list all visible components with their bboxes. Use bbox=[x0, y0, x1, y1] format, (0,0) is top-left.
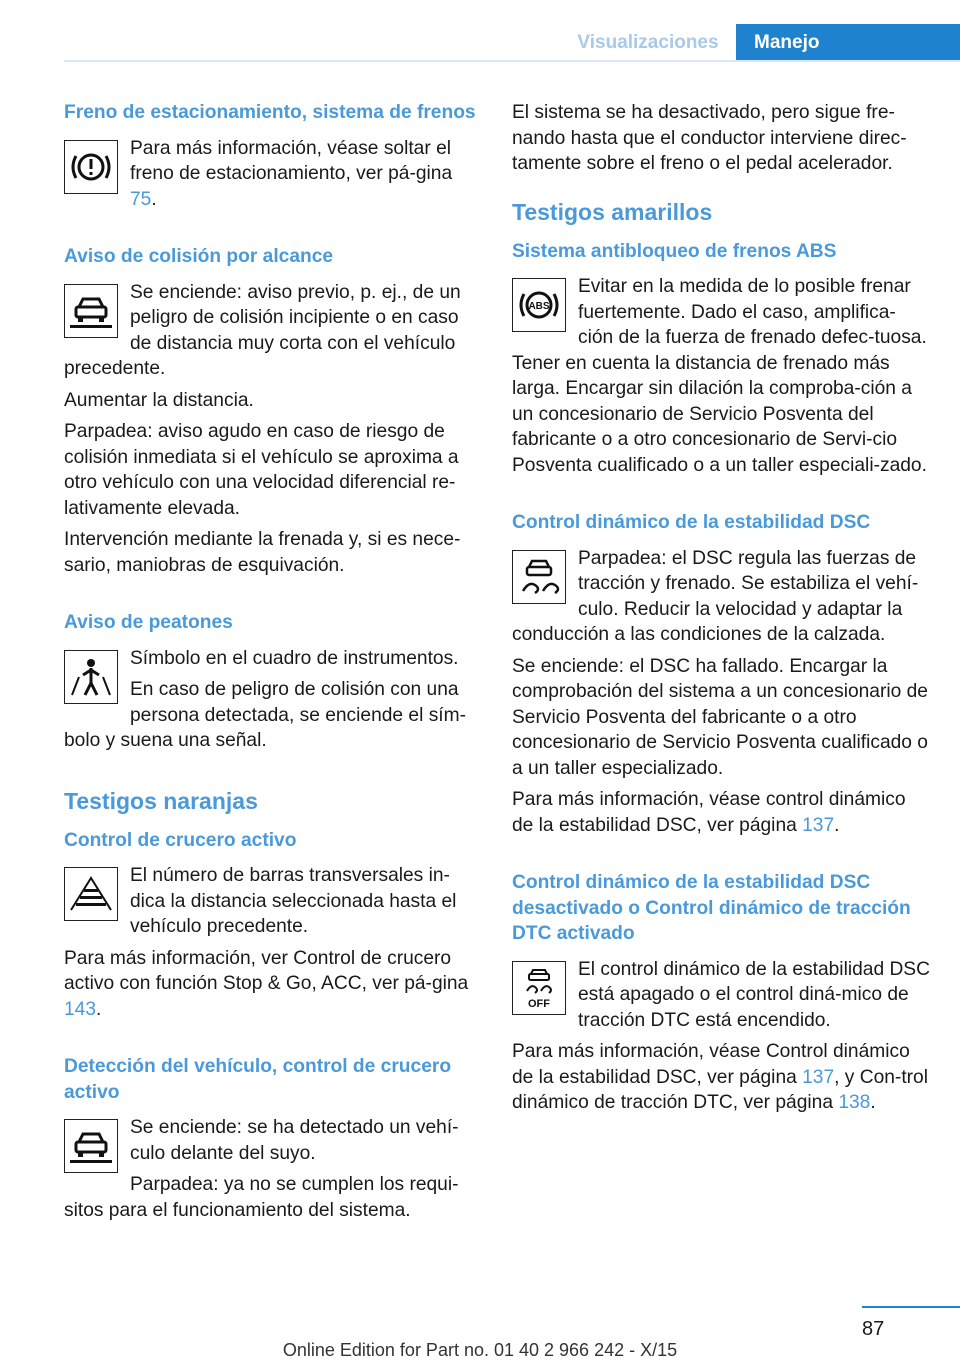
tab-visualizaciones[interactable]: Visualizaciones bbox=[577, 32, 719, 53]
text-dsc-2: Se enciende: el DSC ha fallado. Encargar la comprobación del sistema a un concesionario de Servicio Posventa del fabricante o a otro concesionario de Servicio Posventa cualificado o a un taller especializado. bbox=[512, 655, 928, 779]
link-page-137b[interactable]: 137 bbox=[802, 1066, 835, 1088]
text-dsc-off-2: Para más información, véase Control dinámico de la estabilidad DSC, ver página 137, y Con-trol dinámico de tracción DTC, ver página 138. bbox=[512, 1041, 928, 1113]
right-column bbox=[512, 100, 930, 1122]
link-page-138[interactable]: 138 bbox=[838, 1092, 871, 1113]
text-pedestrian-2: En caso de peligro de colisión con una persona detectada, se enciende el sím-bolo y suena una señal. bbox=[64, 679, 466, 751]
heading-abs: Sistema antibloqueo de frenos ABS bbox=[512, 240, 837, 262]
dsc-off-icon bbox=[512, 961, 566, 1015]
distance-bars-icon bbox=[64, 867, 118, 921]
tab-manejo[interactable]: Manejo bbox=[736, 24, 960, 62]
left-column bbox=[64, 100, 482, 1229]
heading-parking-brake: Freno de estacionamiento, sistema de frenos bbox=[64, 102, 476, 123]
text-pedestrian-1: Símbolo en el cuadro de instrumentos. bbox=[130, 647, 459, 669]
heading-dsc: Control dinámico de la estabilidad DSC bbox=[512, 512, 871, 533]
text-dsc-1: Parpadea: el DSC regula las fuerzas de tracción y frenado. Se estabiliza el vehí-culo. Reducir la velocidad y adaptar la conducción a las condiciones de la calzada. bbox=[512, 547, 919, 645]
page-number-rule bbox=[862, 1306, 960, 1308]
dsc-icon bbox=[512, 550, 566, 604]
heading-collision-warning: Aviso de colisión por alcance bbox=[64, 246, 334, 267]
text-abs: Evitar en la medida de lo posible frenar fuertemente. Dado el caso, amplifica-ción de la fuerza de frenado defec-tuosa. Tener en cuenta la distancia de frenado más larga. Encargar sin dilación la comproba-ción a un concesionario de Servicio Posventa del fabricante o a otro concesionario de Servi-cio Posventa cualificado o a un taller especiali-zado. bbox=[512, 276, 927, 476]
text-dsc-3: Para más información, véase control dinámico de la estabilidad DSC, ver página 137. bbox=[512, 789, 906, 836]
link-page-137[interactable]: 137 bbox=[802, 814, 835, 836]
heading-orange-lights: Testigos naranjas bbox=[64, 787, 258, 814]
brake-warning-icon bbox=[64, 140, 118, 194]
text-collision-2: Aumentar la distancia. bbox=[64, 389, 254, 411]
text-acc-2: Para más información, ver Control de crucero activo con función Stop & Go, ACC, ver pá-gina 143. bbox=[64, 947, 469, 1020]
text-dsc-off-1: El control dinámico de la estabilidad DSC está apagado o el control diná-mico de tracción DTC está encendido. bbox=[578, 958, 930, 1031]
off-label: OFF bbox=[528, 997, 550, 1010]
svg-text:ABS: ABS bbox=[528, 301, 550, 312]
text-collision-4: Intervención mediante la frenada y, si es nece-sario, maniobras de esquivación. bbox=[64, 529, 461, 576]
text-collision-1: Se enciende: aviso previo, p. ej., de un peligro de colisión incipiente o en caso de distancia muy corta con el vehículo precedente. bbox=[64, 281, 461, 379]
text-acc-1: El número de barras transversales in-dica la distancia seleccionada hasta el vehículo precedente. bbox=[130, 865, 457, 937]
heading-acc: Control de crucero activo bbox=[64, 829, 297, 851]
footer-edition: Online Edition for Part no. 01 40 2 966 242 - X/15 bbox=[282, 1340, 678, 1360]
text-detection-1: Se enciende: se ha detectado un vehí-culo delante del suyo. bbox=[130, 1117, 459, 1164]
pedestrian-icon bbox=[64, 650, 118, 704]
text-detection-2: Parpadea: ya no se cumplen los requi-sitos para el funcionamiento del sistema. bbox=[64, 1174, 459, 1221]
heading-dsc-off: Control dinámico de la estabilidad DSC desactivado o Control dinámico de tracción DTC activado bbox=[512, 872, 911, 944]
link-page-143[interactable]: 143 bbox=[64, 998, 97, 1020]
car-detected-icon bbox=[64, 1119, 118, 1173]
abs-icon bbox=[512, 278, 566, 332]
car-front-icon bbox=[64, 284, 118, 338]
heading-pedestrian: Aviso de peatones bbox=[64, 612, 233, 633]
page-number: 87 bbox=[862, 1318, 885, 1340]
link-page-75[interactable]: 75 bbox=[130, 188, 152, 210]
heading-yellow-lights: Testigos amarillos bbox=[512, 198, 713, 225]
text-collision-3: Parpadea: aviso agudo en caso de riesgo de colisión inmediata si el vehículo se aproxima a otro vehículo con una velocidad diferencial re-lativamente elevada. bbox=[64, 421, 459, 519]
heading-vehicle-detection: Detección del vehículo, control de crucero activo bbox=[64, 1056, 452, 1103]
text-intro: El sistema se ha desactivado, pero sigue fre-nando hasta que el conductor interviene direc-tamente sobre el freno o el pedal acelerador. bbox=[512, 102, 907, 174]
text-parking-brake: Para más información, véase soltar el freno de estacionamiento, ver pá-gina 75. bbox=[130, 137, 453, 210]
header-rule bbox=[64, 60, 960, 62]
